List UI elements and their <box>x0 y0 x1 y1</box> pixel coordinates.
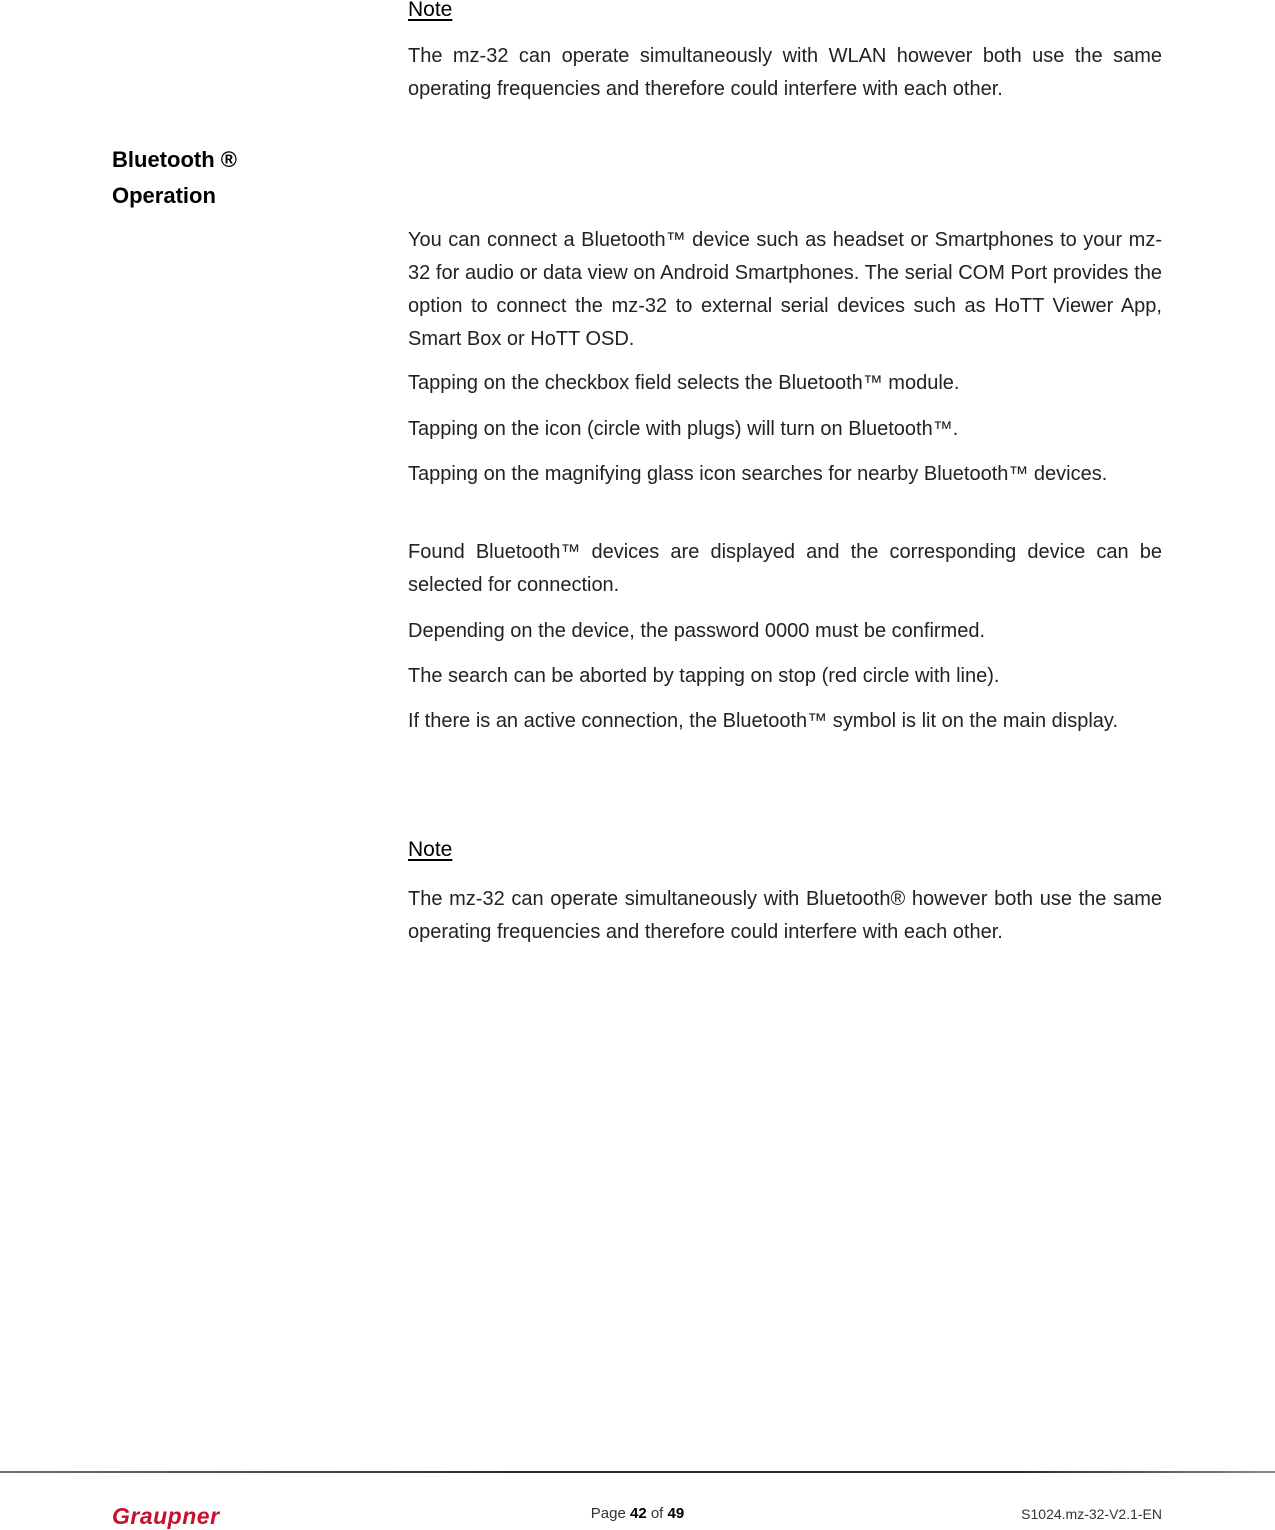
note-heading: Note <box>408 838 453 861</box>
section-title-line-2: Operation <box>112 183 216 208</box>
section-title <box>112 142 237 214</box>
page-total: 49 <box>667 1505 685 1522</box>
body-paragraph: Depending on the device, the password 0000 must be confirmed. <box>408 620 986 642</box>
page-of: of <box>650 1505 664 1522</box>
body-paragraph: Tapping on the checkbox field selects the Bluetooth™ module. <box>408 372 960 394</box>
body-paragraph: Tapping on the icon (circle with plugs) will turn on Bluetooth™. <box>408 418 959 440</box>
page-current: 42 <box>629 1505 647 1522</box>
note-text: The mz-32 can operate simultaneously with WLAN however both use the same operating frequencies and therefore could interfere with each other. <box>408 45 1162 100</box>
document-id: S1024.mz-32-V2.1-EN <box>1021 1506 1162 1522</box>
note-heading: Note <box>408 0 453 21</box>
footer-divider <box>0 1471 1275 1473</box>
body-paragraph: Found Bluetooth™ devices are displayed and the corresponding device can be selected for connection. <box>408 541 1162 596</box>
body-paragraph: Tapping on the magnifying glass icon searches for nearby Bluetooth™ devices. <box>408 463 1108 485</box>
body-paragraph: If there is an active connection, the Bluetooth™ symbol is lit on the main display. <box>408 710 1118 732</box>
brand-logo: Graupner <box>112 1503 220 1529</box>
note-text: The mz-32 can operate simultaneously with Bluetooth® however both use the same operating frequencies and therefore could interfere with each other. <box>408 888 1162 943</box>
page-prefix: Page <box>590 1505 626 1522</box>
body-paragraph: The search can be aborted by tapping on stop (red circle with line). <box>408 665 1000 687</box>
body-paragraph: You can connect a Bluetooth™ device such as headset or Smartphones to your mz-32 for audio or data view on Android Smartphones. The serial COM Port provides the option to connect the mz-32 to external serial devices such as HoTT Viewer App, Smart Box or HoTT OSD. <box>408 229 1162 350</box>
section-title-line-1: Bluetooth ® <box>112 147 237 172</box>
